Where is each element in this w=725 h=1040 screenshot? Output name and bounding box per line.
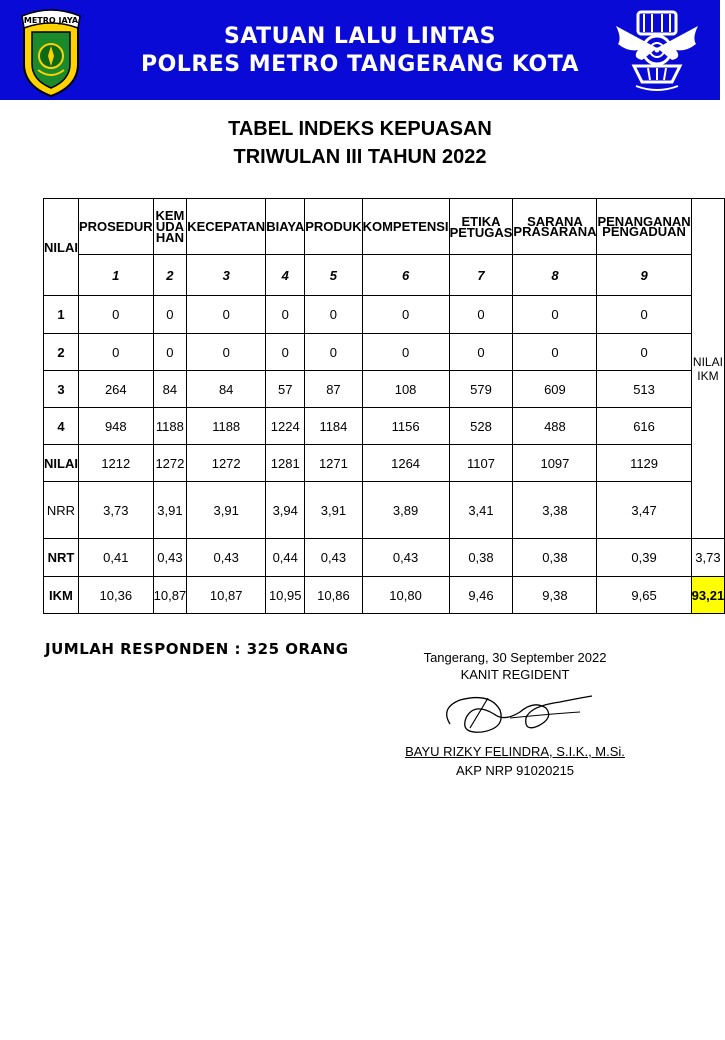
column-header-row (44, 199, 725, 255)
cell: 1224 (266, 408, 305, 445)
cell: 10,80 (362, 577, 449, 614)
cell: 0 (513, 296, 597, 334)
cell: 264 (78, 371, 153, 408)
cell: 84 (187, 371, 266, 408)
cell: 3,41 (449, 482, 513, 539)
cell: 3,47 (597, 482, 691, 539)
cell: 1272 (187, 445, 266, 482)
traffic-police-wing-logo (612, 8, 702, 97)
table-row (44, 371, 725, 408)
cell: 616 (597, 408, 691, 445)
cell: 0 (513, 334, 597, 371)
column-number: 9 (597, 255, 691, 296)
cell: 57 (266, 371, 305, 408)
cell: 1281 (266, 445, 305, 482)
cell: 1097 (513, 445, 597, 482)
cell: 0 (597, 334, 691, 371)
cell: 0 (187, 334, 266, 371)
column-number: 3 (187, 255, 266, 296)
cell: 1272 (153, 445, 187, 482)
cell: 0,41 (78, 539, 153, 577)
satisfaction-index-table (43, 198, 725, 614)
cell: 1129 (597, 445, 691, 482)
cell: 0 (362, 296, 449, 334)
signer-rank-nrp: AKP NRP 91020215 (455, 763, 575, 778)
column-header: SARANA PRASARANA (513, 199, 597, 255)
cell: 10,87 (153, 577, 187, 614)
cell: 9,65 (597, 577, 691, 614)
cell: 0 (449, 296, 513, 334)
row-label: 1 (44, 296, 79, 334)
page-subtitle: TRIWULAN III TAHUN 2022 (233, 146, 487, 168)
cell: 0 (449, 334, 513, 371)
cell: 9,46 (449, 577, 513, 614)
cell: 0 (305, 296, 362, 334)
cell: 1271 (305, 445, 362, 482)
handwritten-signature (430, 688, 600, 745)
page-title: TABEL INDEKS KEPUASAN (228, 118, 492, 140)
cell: 0,38 (513, 539, 597, 577)
column-header: BIAYA (266, 199, 305, 255)
table-row (44, 539, 725, 577)
cell: 0,43 (153, 539, 187, 577)
row-label: NILAI (44, 445, 79, 482)
column-header: KOMPETENSI (362, 199, 449, 255)
cell: 87 (305, 371, 362, 408)
cell: 84 (153, 371, 187, 408)
cell: 0,38 (449, 539, 513, 577)
cell: 1107 (449, 445, 513, 482)
cell: 108 (362, 371, 449, 408)
column-number: 4 (266, 255, 305, 296)
cell: 0,43 (305, 539, 362, 577)
cell: 513 (597, 371, 691, 408)
column-header: PROSEDUR (78, 199, 153, 255)
column-number-row (44, 255, 725, 296)
cell: 0 (78, 296, 153, 334)
nrt-total: 3,73 (691, 539, 725, 577)
header-line2: POLRES METRO TANGERANG KOTA (140, 52, 580, 77)
cell: 0 (362, 334, 449, 371)
row-label: NRT (44, 539, 79, 577)
column-number: 8 (513, 255, 597, 296)
cell: 0 (153, 296, 187, 334)
cell: 1184 (305, 408, 362, 445)
row-label: NRR (44, 482, 79, 539)
cell: 9,38 (513, 577, 597, 614)
nilai-ikm-label: NILAI IKM (691, 199, 725, 539)
cell: 3,94 (266, 482, 305, 539)
cell: 579 (449, 371, 513, 408)
cell: 948 (78, 408, 153, 445)
cell: 0 (78, 334, 153, 371)
column-header: ETIKA PETUGAS (449, 199, 513, 255)
cell: 1156 (362, 408, 449, 445)
table-row (44, 296, 725, 334)
cell: 3,73 (78, 482, 153, 539)
cell: 0 (153, 334, 187, 371)
column-header: KECEPATAN (187, 199, 266, 255)
table-row (44, 577, 725, 614)
column-number: 7 (449, 255, 513, 296)
row-label: 2 (44, 334, 79, 371)
column-header: PENANGANAN PENGADUAN (597, 199, 691, 255)
row-label: IKM (44, 577, 79, 614)
cell: 488 (513, 408, 597, 445)
cell: 1264 (362, 445, 449, 482)
signer-name: BAYU RIZKY FELINDRA, S.I.K., M.Si. (405, 744, 625, 759)
logo-label: METRO JAYA (23, 16, 79, 25)
cell: 0,43 (187, 539, 266, 577)
cell: 10,86 (305, 577, 362, 614)
ikm-total: 93,21 (691, 577, 725, 614)
cell: 1188 (187, 408, 266, 445)
cell: 3,91 (305, 482, 362, 539)
cell: 3,91 (153, 482, 187, 539)
table-row (44, 408, 725, 445)
corner-label: NILAI (44, 199, 79, 296)
column-number: 5 (305, 255, 362, 296)
table-row (44, 445, 725, 482)
cell: 0 (266, 296, 305, 334)
table-row (44, 334, 725, 371)
cell: 528 (449, 408, 513, 445)
cell: 0 (266, 334, 305, 371)
respondent-count: JUMLAH RESPONDEN : 325 ORANG (45, 640, 349, 658)
cell: 0 (305, 334, 362, 371)
row-label: 3 (44, 371, 79, 408)
cell: 3,38 (513, 482, 597, 539)
cell: 10,36 (78, 577, 153, 614)
cell: 609 (513, 371, 597, 408)
signer-position: KANIT REGIDENT (460, 667, 570, 682)
cell: 3,91 (187, 482, 266, 539)
cell: 0,39 (597, 539, 691, 577)
cell: 10,87 (187, 577, 266, 614)
cell: 3,89 (362, 482, 449, 539)
cell: 0 (597, 296, 691, 334)
column-header: PRODUK (305, 199, 362, 255)
header-banner (0, 0, 720, 100)
table-row (44, 482, 725, 539)
column-number: 1 (78, 255, 153, 296)
cell: 10,95 (266, 577, 305, 614)
column-number: 6 (362, 255, 449, 296)
column-header: KEMUDAHAN (153, 199, 187, 255)
cell: 0,44 (266, 539, 305, 577)
header-line1: SATUAN LALU LINTAS (223, 24, 497, 49)
place-date: Tangerang, 30 September 2022 (423, 650, 607, 665)
cell: 1212 (78, 445, 153, 482)
cell: 0,43 (362, 539, 449, 577)
row-label: 4 (44, 408, 79, 445)
column-number: 2 (153, 255, 187, 296)
cell: 0 (187, 296, 266, 334)
cell: 1188 (153, 408, 187, 445)
